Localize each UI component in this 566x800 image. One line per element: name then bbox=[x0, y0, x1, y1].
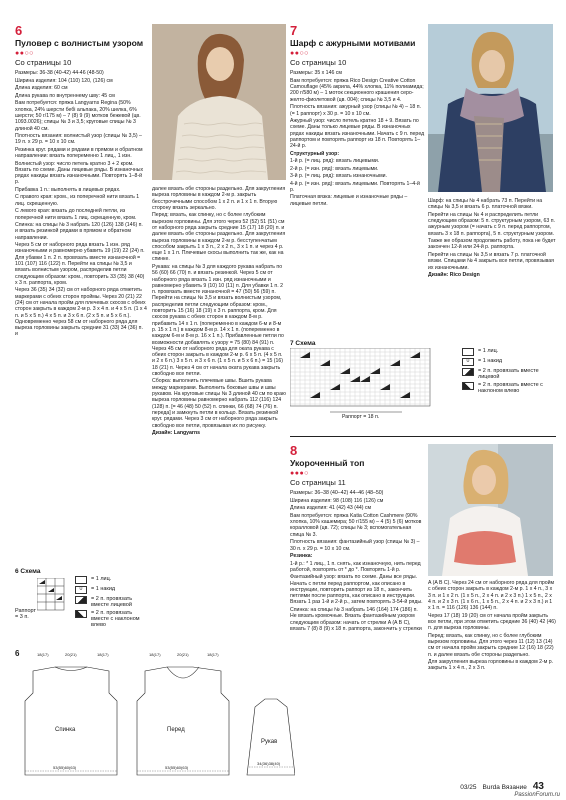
sizes: Размеры: 36-38 (40-42) 44-46 (48-50) bbox=[15, 70, 104, 77]
width: Ширина изделия: 104 (110) 120, (126) см bbox=[15, 77, 113, 84]
length: Длина изделия: 41 (42) 43 (44) см bbox=[290, 505, 372, 512]
materials: Вам потребуется: пряжа Langyarns Regina (50% хлопка, 24% шерсти бебі альпака, 20% шелка, 6% шерсти; 50 г/175 м) – 7 (8) 9 (9) мотков бежевой (цв. 1093.0026); спицы № 3 и 3,5; круговые спицы № 3 длиной 40 см. bbox=[15, 100, 141, 132]
rib-row: 1-й р.: * 1 лиц., 1 п. снять, как изнаночную, нить перед работой, повторять от * до *. Повторять 1-й р. bbox=[290, 560, 421, 573]
ssk-icon bbox=[462, 382, 474, 390]
back-label: Спинка bbox=[55, 727, 76, 733]
sleeve-label: Рукав bbox=[261, 739, 278, 745]
neckline-text: Для закругления выреза горловины в каждом 2-м р. закрыть 1 х 4 п., 2 х 3 п. bbox=[428, 659, 554, 672]
chart-6-legend bbox=[75, 576, 151, 630]
row-3: 3-й р. (= лиц. ряд): вязать изнаночными. bbox=[290, 173, 388, 180]
pattern-number: 6 bbox=[15, 23, 23, 38]
garter-stitch: Платочная вязка: лицевые и изнаночные ряды – лицевые петли. bbox=[290, 194, 408, 207]
back-instructions: Спинка: на спицы № 3 набрать 120 (126) 138 (146) п. и вязать резинкой рядами в прямом и обратном направлении. bbox=[15, 222, 143, 241]
top-photo bbox=[428, 444, 553, 576]
back-width-dim: 53(55)60(63) bbox=[53, 765, 77, 770]
sleeve-width-dim: 34(36)38(40) bbox=[257, 761, 281, 766]
legend-row: = 2 п. провязать вместе с наклоном влево bbox=[462, 382, 558, 394]
pattern-number: 7 bbox=[290, 23, 298, 38]
scarf-instructions-column bbox=[428, 198, 556, 280]
top-dim: 18(17) bbox=[149, 652, 161, 657]
increase: Прибавка 1 п.: выполнять в лицевых рядах. bbox=[15, 186, 121, 193]
materials: Вам потребуется: пряжа Katia Cotton Cashmere (90% хлопка, 10% кашемира; 50 г/155 м) – 4 (5) 5 (6) мотков коралловой (цв. 72); спицы № 3; вспомогательная спица № 3. bbox=[290, 512, 422, 538]
difficulty-rating: ●●○○ bbox=[15, 50, 34, 58]
materials: Вам потребуется: пряжа Rico Design Creative Cotton Camouflage (45% акрила, 44% хлопка, 11% полиамида; 200 г/580 м) – 1 моток секционного крашения серо-желто-фиолетовой (цв. 004); спицы № 3,5 и 4. bbox=[290, 77, 424, 103]
left-edge: С левого края: вязать до последней петли, из поперечной нити вязать 1 лиц. скрещенную, кром. bbox=[15, 208, 137, 221]
front-width-dim: 53(55)60(63) bbox=[165, 765, 189, 770]
sleeve-instructions: Рукава: на спицы № 3 для каждого рукава набрать по 56 (60) 66 (70) п. и вязать резинкой. Через 5 см от наборного ряда вязать 1 изн. ряд изнаночными и равномерно убавить 9 (10) 10 (11) п. Для убавки 1 п. 2 п. провязать вместе изнаночной = 47 (50) 56 (59) п. Перейти на спицы № 3,5 и вязать волнистым узором, распределив петли следующим образом: кром., повторить 15 (16) 18 (19) х 3 п. раппорта, кром. Для скосов рукава с обеих сторон в каждом 8-м р. прибавить 14 х 1 п. (попеременно в каждом 6-м и 8-м р. 15 х 1 п.) в каждом 8-м р. 14 х 1 п. (попеременно в каждом 6-м и 8-м р. 16 х 1 п.). Прибавленные петли по возможности добавлять к узору = 75 (80) 84 (91) п. Через 45 см от наборного ряда для окатa рукава с обеих сторон закрыть в каждом 2-м р. 6 х 5 п. (4 х 5 п. и 2 х 6 п.) 3 х 5 п. и 3 х 6 п. (1 х 5 п. и 5 х 6 п.) = 15 (16) 18 (21) п. Через 4 см от начала окатa рукава закрыть свободно все петли. bbox=[152, 263, 284, 377]
chart-6-title: 6 Схема bbox=[15, 568, 41, 575]
page-footer bbox=[460, 781, 544, 792]
pullover-photo bbox=[152, 24, 286, 180]
top-dim: 18(17) bbox=[207, 652, 219, 657]
page-number: 43 bbox=[532, 781, 544, 792]
pattern-8-column bbox=[290, 444, 424, 633]
difficulty-rating: ●●●○ bbox=[290, 470, 309, 478]
pattern-title: Шарф с ажурными мотивами bbox=[290, 38, 416, 48]
k2tog-icon bbox=[462, 368, 474, 376]
texture-pattern: Структурный узор: bbox=[290, 150, 340, 157]
pattern-6-column bbox=[15, 24, 147, 339]
scarf-stitch-layout: Перейти на спицы № 4 и распределить петли следующим образом: 5 п. структурным узором, 63 п. ажурным узором (= начать с 9 п. перед раппортом, вязать 3 х 18 п. раппорта), 5 п. структурным узором. bbox=[428, 211, 555, 237]
chart-6-grid bbox=[37, 578, 67, 614]
k2tog-icon bbox=[75, 596, 87, 604]
section-divider bbox=[290, 436, 556, 437]
scarf-bind-off: Перейти на спицы № 3,5 и вязать 7 р. платочной вязки. Спицами № 4 закрыть все петли, провязывая их изнаночными. bbox=[428, 251, 554, 271]
issue-number: 03/25 bbox=[460, 784, 477, 791]
legend-row: = 1 лиц. bbox=[462, 348, 558, 356]
legend-row: = 2 п. провязать вместе с наклоном влево bbox=[75, 610, 151, 628]
ssk-icon bbox=[75, 610, 87, 618]
pullover-continued-column bbox=[152, 186, 286, 438]
sizes: Размеры: 36–38 (40–42) 44–46 (48–50) bbox=[290, 490, 384, 497]
legend-row: = 1 лиц. bbox=[75, 576, 151, 584]
pattern-number: 8 bbox=[290, 443, 298, 458]
rib-heading: Резинка: bbox=[290, 553, 313, 560]
rib-stitch: Резинка круг. рядами и рядами в прямом и обратном направлении: вязать попеременно 1 лиц., 1 изн. bbox=[15, 146, 143, 160]
yarn-over-icon: ∪ bbox=[462, 358, 474, 366]
chart-7-grid bbox=[290, 348, 440, 418]
sizes: Размеры: 35 х 146 см bbox=[290, 70, 342, 77]
back-instructions-2: Через 5 см от наборного ряда вязать 1 изн. ряд изнаночными и равномерно убавить 19 (19) 22 (24) п. Для убавки 1 п. 2 п. провязать вместе изнаночной = 101 (107) 116 (122) п. Перейти на спицы № 3,5 и вязать волнистым узором, распределив петли следующим образом: кром., повторить 33 (35) 38 (40) х 3 п. раппорта, кром. bbox=[15, 242, 145, 286]
knit-symbol-icon bbox=[75, 576, 87, 584]
page-reference: Со страницы 10 bbox=[290, 58, 347, 68]
top-dim: 18(17) bbox=[97, 652, 109, 657]
scarf-photo bbox=[428, 24, 553, 192]
back-instructions-3: Через 36 (35) 34 (32) см от наборного ряда отметить маркерами с обеих сторон проймы. Через 20 (21) 22 (24) см от начала пройм для плечевых скосов с обеих сторон закрыть в каждом 2-м р. 3 х 4 п. и 4 х 5 п. (1 х 4 п. и 5 х 5 п.) 4 х 5 п. и 3 х 6 п. (2 х 5 п. и 5 х 6 п.). Одновременно через 58 см от наборного ряда для выреза горловины закрыть средние 31 (33) 34 (36) п. и bbox=[15, 287, 147, 338]
pattern-title: Пуловер с волнистым узором bbox=[15, 38, 144, 48]
gauge: Плотность вязания: фантазийный узор (спицы № 3) – 30 п. х 29 р. = 10 х 10 см. bbox=[290, 539, 420, 552]
chart-7-legend bbox=[462, 348, 558, 396]
chart-7 bbox=[290, 340, 440, 432]
shoulder-text: Через 17 (18) 19 (20) см от начала пройм закрыть все петли, при этом отметить средние 36 (40) 42 (46) п. для выреза горловины. bbox=[428, 612, 556, 632]
sleeve-length: Длина рукава по внутреннему шву: 45 см bbox=[15, 92, 115, 99]
chart-7-rapport: Раппорт = 18 п. bbox=[342, 414, 380, 420]
right-edge: С правого края: кром., из поперечной нити вязать 1 лиц. скрещенную. bbox=[15, 194, 140, 207]
wave-pattern: Волнистый узор: число петель кратно 3 + 2 кром. Вязать по схеме. Даны лицевые ряды. В изнаночных рядах накиды вязать изнаночными. Повторять 1–8-й р. bbox=[15, 160, 144, 186]
legend-row: = 2 п. провязать вместе лицевой bbox=[462, 368, 558, 380]
chart-6-rapport: Раппорт = 3 п. bbox=[15, 608, 37, 620]
width: Ширина изделия: 98 (108) 116 (126) см bbox=[290, 497, 384, 504]
front-label: Перед bbox=[167, 727, 185, 733]
scarf-cast-on: Шарф: на спицы № 4 набрать 73 п. Перейти на спицы № 3,5 и вязать 6 р. платочной вязки. bbox=[428, 198, 543, 211]
knit-symbol-icon bbox=[462, 348, 474, 356]
designer: Дизайн: Rico Design bbox=[428, 272, 480, 279]
pattern-7-column bbox=[290, 24, 425, 208]
fancy-pattern: Фантазийный узор: вязать по схеме. Даны все ряды. Начать с петли перед раппортом, как описано в инструкции, повторить раппорт из 18 п., закончить петлями после раппорта, как описано в инструкции. Вязать 1 раз 1-й и 2-й р., затем повторять 3-54-й ряды. bbox=[290, 574, 423, 606]
schematics bbox=[15, 647, 300, 787]
neckline-text: далее вязать обе стороны раздельно. Для закругления выреза горловины в каждом 2-м р. закрыть бесстрочечными способом 1 х 2 п. и 1 х 1 п. Вторую сторону вязать зеркально. bbox=[152, 186, 286, 211]
length: Длина изделия: 60 см bbox=[15, 85, 68, 92]
assembly-instructions: Сборка: выполнить плечевые швы. Вшить рукава между маркерами. Выполнить боковые швы и швы рукавов. На круговые спицы № 3 длиной 40 см по краю выреза горловины равномерно набрать 112 (116) 124 (128) п. [= 46 (48) 50 (52) п. спинки, 66 (68) 74 (76) п. переда] и замкнуть петли в кольцо. Вязать резинкой круг. рядами. Через 3 см от наборного ряда закрыть свободно все петли, провязывая их по рисунку. bbox=[152, 378, 286, 429]
designer: Дизайн: Langyarns bbox=[152, 430, 201, 437]
chart-6 bbox=[15, 568, 150, 628]
gauge: Плотность вязания: ажурный узор (спицы № 4) – 18 п. (= 1 раппорт) х 30 р. = 10 х 10 см. bbox=[290, 104, 421, 117]
difficulty-rating: ●●○○ bbox=[290, 50, 309, 58]
legend-row: ∪ = 1 накид bbox=[462, 358, 558, 366]
top-dim: 18(17) bbox=[37, 652, 49, 657]
gauge: Плотность вязания: волнистый узор (спицы № 3,5) – 19 п. х 29 р. = 10 х 10 см. bbox=[15, 133, 142, 146]
top-photo-drawing bbox=[428, 444, 553, 576]
page-reference: Со страницы 10 bbox=[15, 58, 72, 68]
lace-pattern: Ажурный узор: число петель кратно 18 + 9. Вязать по схеме. Даны только лицевые ряды. В изнаночных рядах накиды вязать изнаночными. Начать с 9 п. перед раппортом и повторять раппорт из 18 п. Повторять 1–24-й р. bbox=[290, 118, 425, 150]
scarf-photo-drawing bbox=[428, 24, 553, 192]
yarn-over-icon: ∪ bbox=[75, 586, 87, 594]
legend-row: ∪ = 1 накид bbox=[75, 586, 151, 594]
pattern-title: Укороченный топ bbox=[290, 458, 365, 468]
schematic-number: 6 bbox=[15, 649, 20, 658]
magazine-name: Burda Вязание bbox=[482, 784, 527, 791]
top-dim: 20(21) bbox=[177, 652, 189, 657]
chart-7-title: 7 Схема bbox=[290, 340, 316, 347]
back-instructions: Спинка: на спицы № 3 набрать 146 (164) 174 (186) п. Не вязать кромочные. Вязать фантазийным узором следующим образом: начать от стрелки A (A B C), вязать 7 (8) 8 (9) х 18 п. раппорта, закончить у стрелки bbox=[290, 606, 422, 632]
front-text: Перед: вязать, как спинку, но с более глубоким вырезом горловины. Для этого через 11 (12) 13 (14) см от начала пройм закрыть средние 12 (16) 18 (22) п. и далее вязать обе стороны раздельно. bbox=[428, 632, 554, 658]
top-continued-column bbox=[428, 580, 556, 673]
scarf-continue: Также же образом продолжить работу, пока не будет закончен 12-й или 24-й р. раппорта. bbox=[428, 238, 556, 251]
armhole-text: A (A B C). Через 24 см от наборного ряда для пройм с обеих сторон закрыть в каждом 2-м р. 1 х 4 п., 3 х 3 п. и 1 х 2 п. (1 х 5 п., 2 х 4 п. и 2 х 3 п.) 1 х 5 п., 2 х 4 п. и 2 х 3 п. (1 х 6 п., 1 х 5 п., 2 х 4 п. и 2 х 3 п.) и 1 х 1 п. = 116 (126) 136 (144) п. bbox=[428, 580, 555, 612]
top-dim: 20(21) bbox=[65, 652, 77, 657]
row-4: 4-й р. (= изн. ряд): вязать лицевыми. Повторять 1–4-й р. bbox=[290, 180, 420, 193]
pullover-photo-drawing bbox=[152, 24, 286, 180]
watermark: PassionForum.ru bbox=[514, 792, 560, 798]
row-2: 2-й р. (= изн. ряд): вязать лицевыми. bbox=[290, 165, 379, 172]
page-reference: Со страницы 11 bbox=[290, 478, 346, 488]
row-1: 1-й р. (= лиц. ряд): вязать лицевыми. bbox=[290, 158, 380, 165]
front-instructions: Перед: вязать, как спинку, но с более глубоким вырезом горловины. Для этого через 52 (52) 51 (51) см от наборного ряда закрыть средние 15 (17) 18 (20) п. и далее вязать обе стороны раздельно. Для закругления выреза горловины в каждом 2-м р. бесступенчатым способом закрыть 1 х 3 п., 2 х 2 п., 3 х 1 п. и через 4 р. еще 1 х 1 п. Плечевые скосы выполнить так же, как на спинке. bbox=[152, 212, 286, 263]
legend-row: = 2 п. провязать вместе лицевой bbox=[75, 596, 151, 608]
